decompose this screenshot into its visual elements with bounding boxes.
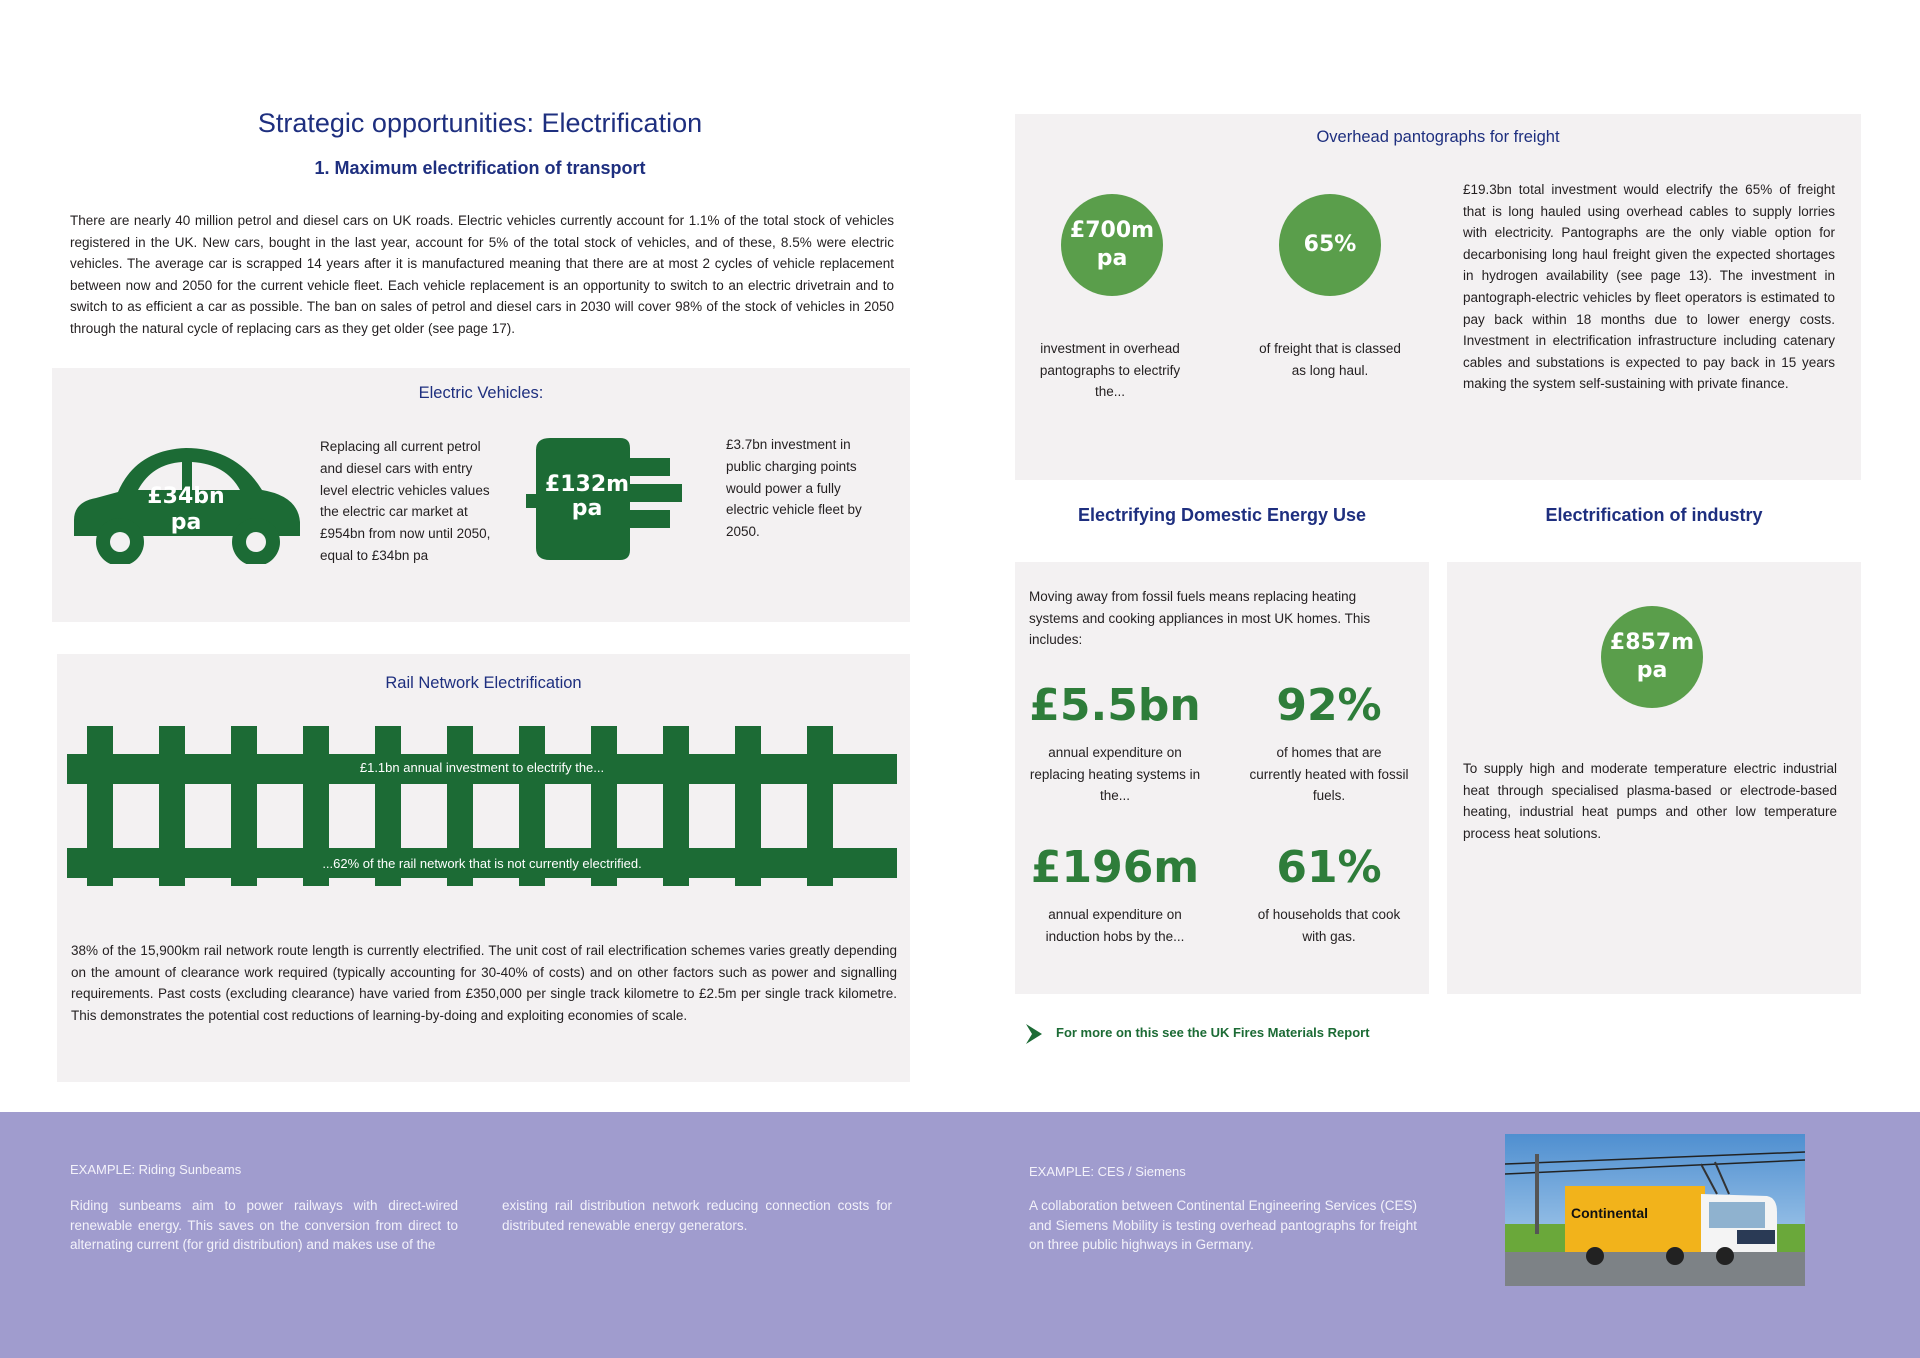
- industry-body: To supply high and moderate temperature electric industrial heat through specialised plasma-based or electrode-based heating, industrial heat pumps and other low temperature process heat solutions.: [1463, 761, 1837, 841]
- example1-col2: existing rail distribution network reducing connection costs for distributed renewable energy generators.: [502, 1198, 892, 1233]
- ev-title: Electric Vehicles:: [418, 384, 544, 402]
- freight-circle-percent-text: of freight that is classed as long haul.: [1259, 341, 1401, 378]
- car-unit: pa: [170, 510, 202, 535]
- rail-title: Rail Network Electrification: [385, 674, 582, 692]
- truck-photo: [1505, 1134, 1805, 1286]
- freight-circle-percent: 65%: [1279, 194, 1381, 296]
- industry-title: Electrification of industry: [1545, 505, 1763, 525]
- intro-paragraph: There are nearly 40 million petrol and diesel cars on UK roads. Electric vehicles currently account for 1.1% of the total stock of vehicles registered in the UK. New cars, bought in the last year, account for 5% of the total stock of vehicles, and of these, 8.5% were electric vehicles. The average car is scrapped 14 years after it is manufactured meaning that there are at most 2 cycles of vehicle replacement between now and 2050 for the current vehicle fleet. Each vehicle replacement is an opportunity to switch to an electric drivetrain and to switch to as efficient a car as possible. The ban on sales of petrol and diesel cars in 2030 will cover 98% of the stock of vehicles in 2050 through the natural cycle of replacing cars as they get older (see page 17).: [70, 213, 894, 336]
- freight-panel: [1015, 114, 1861, 480]
- freight-title: Overhead pantographs for freight: [1316, 128, 1560, 146]
- rail-body: 38% of the 15,900km rail network route length is currently electrified. The unit cost of rail electrification schemes varies greatly depending on the amount of clearance work required (typically accounting for 30-40% of costs) and on other factors such as power and signalling requirements. Past costs (excluding clearance) have varied from £350,000 per single track kilometre to £2.5m per single track kilometre. This demonstrates the potential cost reductions of learning-by-doing and exploiting economies of scale.: [71, 943, 897, 1023]
- freight-circle-investment-text: investment in overhead pantographs to electrify the...: [1039, 341, 1181, 400]
- stat-homes-value: 92%: [1276, 680, 1382, 731]
- car-text: Replacing all current petrol and diesel cars with entry level electric vehicles values the electric car market at £954bn from now until 2050, equal to £34bn pa: [320, 439, 491, 563]
- footer-examples: [0, 1112, 1920, 1358]
- page-title: Strategic opportunities: Electrification: [257, 108, 703, 138]
- stat-heating-value: £5.5bn: [1029, 680, 1201, 731]
- stat-heating-text: annual expenditure on replacing heating systems in the...: [1029, 745, 1201, 804]
- example2-text: A collaboration between Continental Engineering Services (CES) and Siemens Mobility is testing overhead pantographs for freight on three public highways in Germany.: [1029, 1198, 1417, 1252]
- freight-circle-investment: £700m pa: [1061, 194, 1163, 296]
- domestic-intro: Moving away from fossil fuels means replacing heating systems and cooking appliances in most UK homes. This includes:: [1029, 589, 1371, 648]
- domestic-panel: [1015, 562, 1429, 994]
- industry-panel: [1447, 562, 1861, 994]
- stat-gas-text: of households that cook with gas.: [1257, 907, 1401, 944]
- domestic-title: Electrifying Domestic Energy Use: [1077, 505, 1367, 525]
- freight-body: £19.3bn total investment would electrify the 65% of freight that is long hauled using overhead cables to supply lorries with electricity. Pantographs are the only viable option for decarbonising long haul freight given the expected shortages in hydrogen availability (see page 13). The investment in pantograph-electric vehicles by fleet operators is estimated to pay back within 18 months due to lower energy costs. Investment in electrification infrastructure including catenary cables and substations is expected to pay back in 15 years making the system self-sustaining with private finance.: [1463, 182, 1835, 392]
- rail-top-text: £1.1bn annual investment to electrify the...: [359, 760, 605, 775]
- stat-gas-value: 61%: [1276, 842, 1382, 893]
- page-subtitle: 1. Maximum electrification of transport: [314, 158, 646, 178]
- arrow-right-icon: [1024, 1022, 1044, 1046]
- ev-panel: [52, 368, 910, 622]
- truck-brand-text: Continental: [1571, 1205, 1648, 1221]
- example1-col1: Riding sunbeams aim to power railways with direct-wired renewable energy. This saves on the conversion from direct to alternating current (for grid distribution) and makes use of the: [70, 1198, 458, 1252]
- uk-fires-report-link[interactable]: For more on this see the UK Fires Materials Report: [1056, 1025, 1370, 1040]
- example1-label: EXAMPLE: Riding Sunbeams: [70, 1162, 242, 1177]
- example2-label: EXAMPLE: CES / Siemens: [1029, 1164, 1186, 1179]
- industry-circle: £857m pa: [1601, 606, 1703, 708]
- car-value: £34bn: [147, 484, 225, 509]
- plug-text: £3.7bn investment in public charging points would power a fully electric vehicle fleet by 2050.: [726, 437, 862, 540]
- stat-hobs-text: annual expenditure on induction hobs by the...: [1045, 907, 1185, 944]
- rail-bottom-text: ...62% of the rail network that is not currently electrified.: [322, 856, 642, 871]
- rail-panel: [57, 654, 910, 1082]
- stat-homes-text: of homes that are currently heated with fossil fuels.: [1249, 745, 1409, 804]
- plug-value: £132m: [544, 472, 630, 497]
- stat-hobs-value: £196m: [1030, 842, 1200, 893]
- plug-unit: pa: [571, 496, 603, 521]
